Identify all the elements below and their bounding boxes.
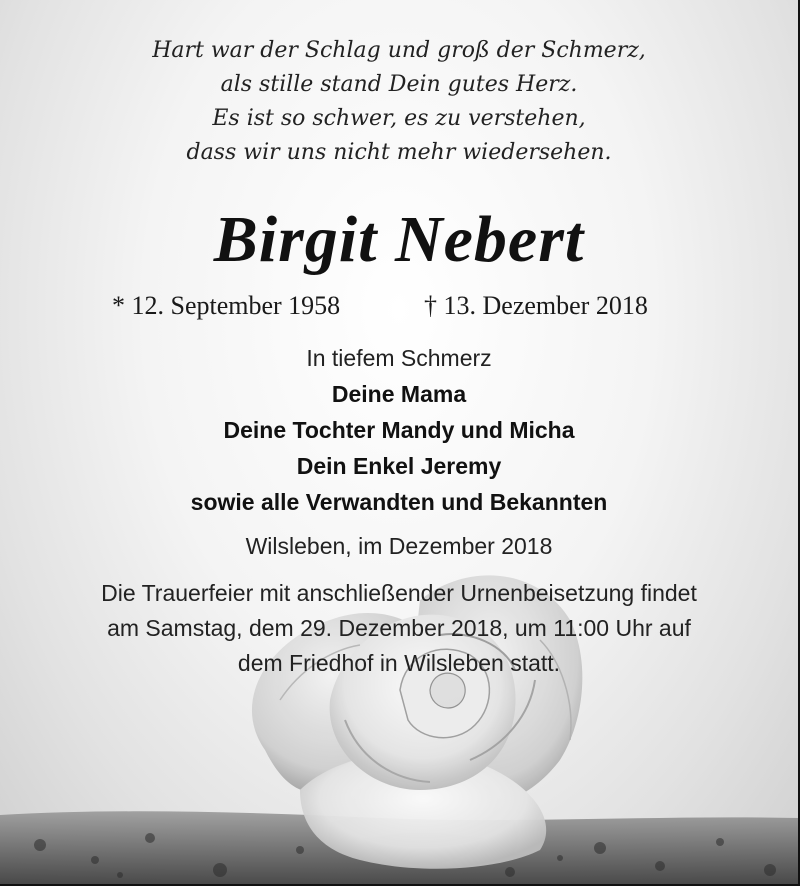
funeral-service-info (0, 576, 798, 681)
mourner-line: sowie alle Verwandten und Bekannten (190, 489, 608, 515)
mourner-line: Deine Mama (331, 381, 467, 407)
mourner-line: Dein Enkel Jeremy (296, 453, 502, 479)
poem-line: dass wir uns nicht mehr wiedersehen. (186, 140, 612, 165)
memorial-poem (0, 34, 798, 170)
place-and-date: Wilsleben, im Dezember 2018 (245, 533, 553, 559)
poem-line: Es ist so schwer, es zu verstehen, (212, 106, 586, 131)
birth-date: * 12. September 1958 (112, 291, 341, 320)
mourner-line: Deine Tochter Mandy und Micha (223, 417, 575, 443)
death-date: † 13. Dezember 2018 (424, 291, 648, 320)
service-line: dem Friedhof in Wilsleben statt. (237, 650, 561, 676)
mourners-block (0, 340, 798, 520)
service-line: Die Trauerfeier mit anschließender Urnenbeisetzung findet (101, 580, 697, 606)
mourners-intro: In tiefem Schmerz (306, 345, 492, 371)
service-line: am Samstag, dem 29. Dezember 2018, um 11:00 Uhr auf (107, 615, 691, 641)
poem-line: Hart war der Schlag und groß der Schmerz, (152, 38, 646, 63)
deceased-name: Birgit Nebert (213, 203, 585, 276)
poem-line: als stille stand Dein gutes Herz. (220, 72, 578, 97)
